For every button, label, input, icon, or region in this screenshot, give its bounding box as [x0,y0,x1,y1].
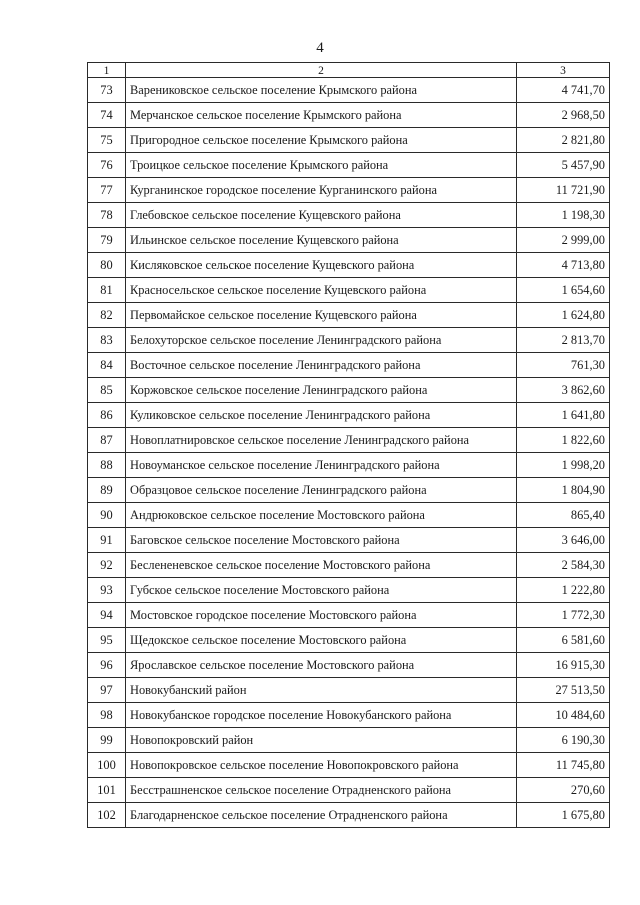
table-row [88,453,610,478]
settlement-name: Новокубанское городское поселение Новокубанского района [126,703,517,728]
row-number: 90 [88,503,126,528]
table-row [88,278,610,303]
settlement-name: Новопокровский район [126,728,517,753]
settlement-name: Троицкое сельское поселение Крымского района [126,153,517,178]
amount-value: 3 862,60 [517,378,610,403]
table-row [88,753,610,778]
table-row [88,403,610,428]
allocation-table [87,62,610,828]
table-row [88,778,610,803]
column-header-3: 3 [517,63,610,78]
settlement-name: Мерчанское сельское поселение Крымского района [126,103,517,128]
table-row [88,603,610,628]
page-number: 4 [316,40,324,56]
table-row [88,528,610,553]
row-number: 101 [88,778,126,803]
row-number: 83 [88,328,126,353]
amount-value: 2 821,80 [517,128,610,153]
table-header-row [88,63,610,78]
settlement-name: Баговское сельское поселение Мостовского района [126,528,517,553]
row-number: 82 [88,303,126,328]
table-row [88,228,610,253]
table-row [88,803,610,828]
settlement-name: Кисляковское сельское поселение Кущевского района [126,253,517,278]
amount-value: 1 641,80 [517,403,610,428]
settlement-name: Ярославское сельское поселение Мостовского района [126,653,517,678]
row-number: 81 [88,278,126,303]
table-row [88,728,610,753]
row-number: 86 [88,403,126,428]
row-number: 102 [88,803,126,828]
amount-value: 11 745,80 [517,753,610,778]
amount-value: 5 457,90 [517,153,610,178]
amount-value: 1 675,80 [517,803,610,828]
table-row [88,128,610,153]
amount-value: 1 804,90 [517,478,610,503]
table-row [88,678,610,703]
settlement-name: Первомайское сельское поселение Кущевского района [126,303,517,328]
amount-value: 2 968,50 [517,103,610,128]
row-number: 95 [88,628,126,653]
row-number: 88 [88,453,126,478]
table-row [88,578,610,603]
amount-value: 27 513,50 [517,678,610,703]
settlement-name: Пригородное сельское поселение Крымского района [126,128,517,153]
row-number: 85 [88,378,126,403]
settlement-name: Образцовое сельское поселение Ленинградского района [126,478,517,503]
amount-value: 1 198,30 [517,203,610,228]
table-row [88,478,610,503]
amount-value: 1 222,80 [517,578,610,603]
table-row [88,328,610,353]
column-header-1: 1 [88,63,126,78]
table-row [88,503,610,528]
amount-value: 16 915,30 [517,653,610,678]
table-row [88,628,610,653]
settlement-name: Беслененевское сельское поселение Мостовского района [126,553,517,578]
amount-value: 2 584,30 [517,553,610,578]
amount-value: 1 822,60 [517,428,610,453]
table-row [88,378,610,403]
row-number: 73 [88,78,126,103]
settlement-name: Коржовское сельское поселение Ленинградского района [126,378,517,403]
amount-value: 1 624,80 [517,303,610,328]
row-number: 87 [88,428,126,453]
row-number: 78 [88,203,126,228]
row-number: 92 [88,553,126,578]
column-header-2: 2 [126,63,517,78]
row-number: 89 [88,478,126,503]
amount-value: 4 713,80 [517,253,610,278]
amount-value: 10 484,60 [517,703,610,728]
row-number: 96 [88,653,126,678]
settlement-name: Варениковское сельское поселение Крымского района [126,78,517,103]
row-number: 100 [88,753,126,778]
row-number: 93 [88,578,126,603]
row-number: 91 [88,528,126,553]
amount-value: 3 646,00 [517,528,610,553]
settlement-name: Восточное сельское поселение Ленинградского района [126,353,517,378]
row-number: 84 [88,353,126,378]
amount-value: 4 741,70 [517,78,610,103]
settlement-name: Белохуторское сельское поселение Ленинградского района [126,328,517,353]
table-row [88,103,610,128]
table-row [88,203,610,228]
settlement-name: Новоуманское сельское поселение Ленинградского района [126,453,517,478]
row-number: 97 [88,678,126,703]
settlement-name: Мостовское городское поселение Мостовского района [126,603,517,628]
row-number: 74 [88,103,126,128]
table-row [88,253,610,278]
table-row [88,428,610,453]
table-row [88,178,610,203]
amount-value: 761,30 [517,353,610,378]
row-number: 77 [88,178,126,203]
row-number: 75 [88,128,126,153]
table-row [88,353,610,378]
table-row [88,78,610,103]
row-number: 99 [88,728,126,753]
row-number: 76 [88,153,126,178]
table-row [88,703,610,728]
settlement-name: Новопокровское сельское поселение Новопокровского района [126,753,517,778]
amount-value: 1 654,60 [517,278,610,303]
amount-value: 6 581,60 [517,628,610,653]
table-row [88,553,610,578]
amount-value: 1 998,20 [517,453,610,478]
settlement-name: Новоплатнировское сельское поселение Ленинградского района [126,428,517,453]
amount-value: 2 999,00 [517,228,610,253]
row-number: 94 [88,603,126,628]
settlement-name: Бесстрашненское сельское поселение Отрадненского района [126,778,517,803]
settlement-name: Щедокское сельское поселение Мостовского района [126,628,517,653]
settlement-name: Андрюковское сельское поселение Мостовского района [126,503,517,528]
settlement-name: Новокубанский район [126,678,517,703]
settlement-name: Курганинское городское поселение Курганинского района [126,178,517,203]
amount-value: 2 813,70 [517,328,610,353]
settlement-name: Красносельское сельское поселение Кущевского района [126,278,517,303]
amount-value: 6 190,30 [517,728,610,753]
table-row [88,153,610,178]
row-number: 80 [88,253,126,278]
settlement-name: Глебовское сельское поселение Кущевского района [126,203,517,228]
row-number: 98 [88,703,126,728]
amount-value: 11 721,90 [517,178,610,203]
settlement-name: Куликовское сельское поселение Ленинградского района [126,403,517,428]
table-row [88,653,610,678]
amount-value: 270,60 [517,778,610,803]
settlement-name: Ильинское сельское поселение Кущевского района [126,228,517,253]
amount-value: 865,40 [517,503,610,528]
settlement-name: Благодарненское сельское поселение Отрадненского района [126,803,517,828]
row-number: 79 [88,228,126,253]
settlement-name: Губское сельское поселение Мостовского района [126,578,517,603]
table-row [88,303,610,328]
amount-value: 1 772,30 [517,603,610,628]
